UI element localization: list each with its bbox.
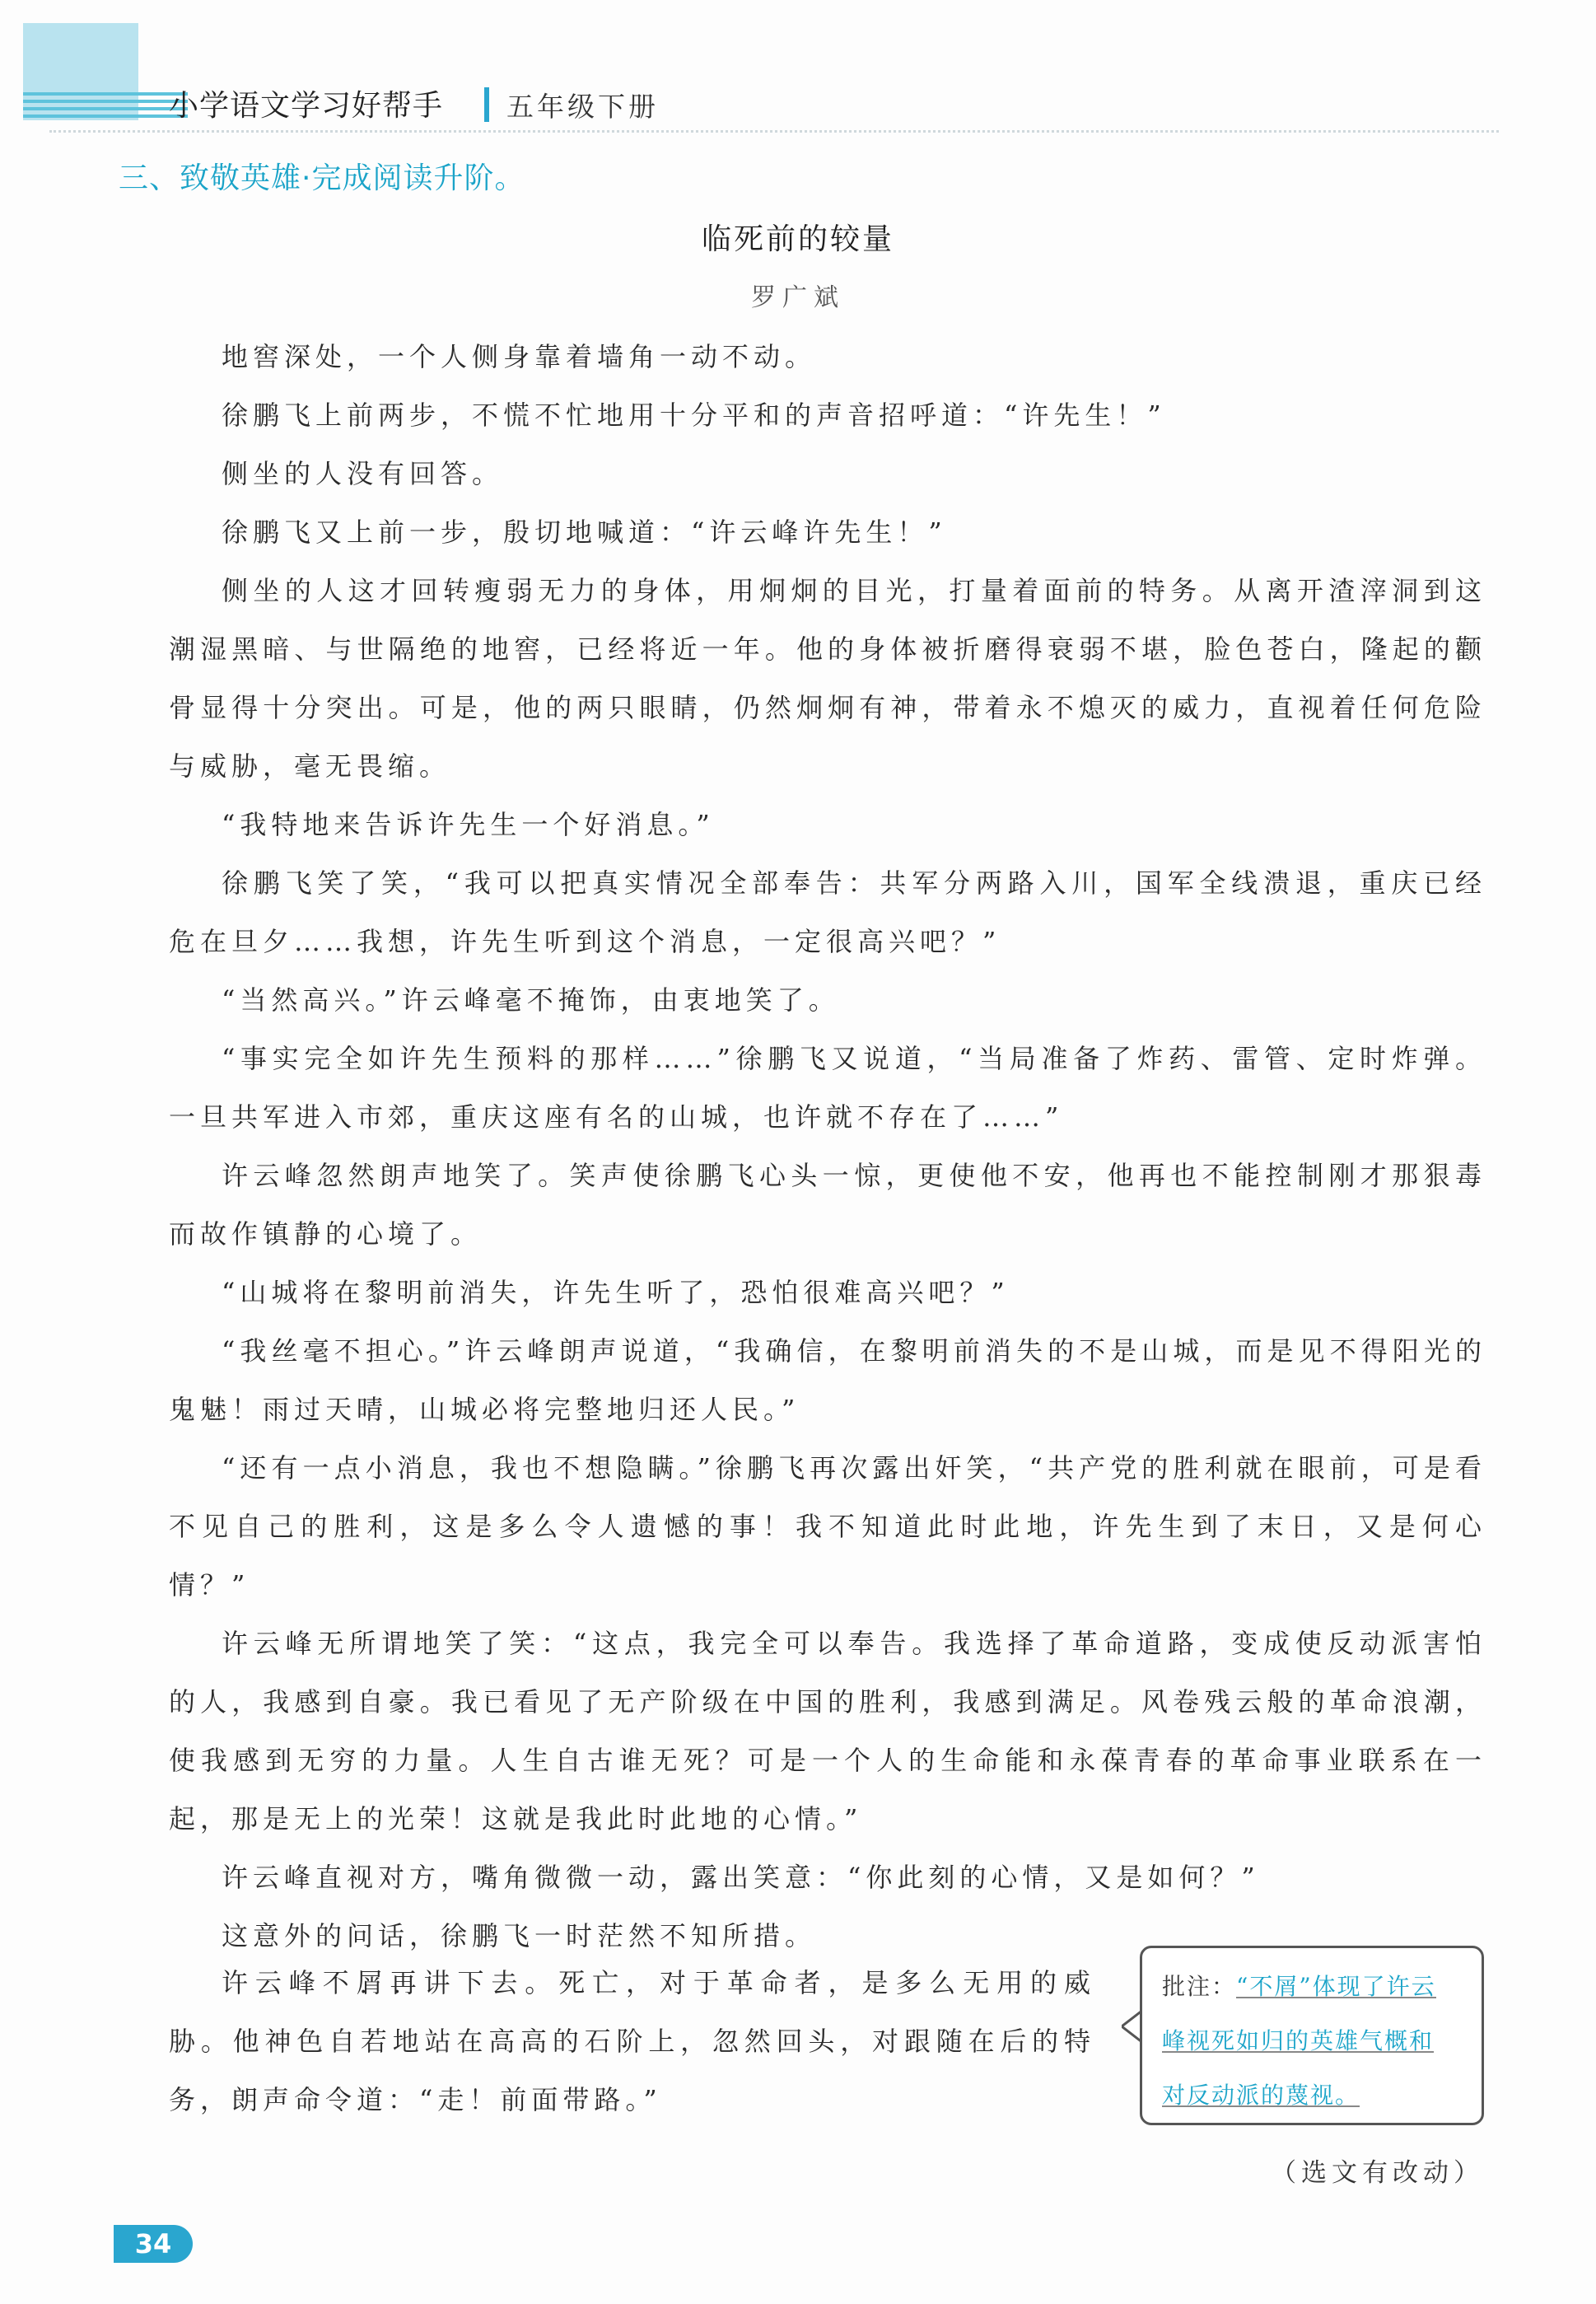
source-note: （选文有改动） [1271, 2158, 1484, 2188]
header-divider [484, 87, 489, 122]
article-author: 罗广斌 [751, 283, 845, 312]
paragraph: “当然高兴。”许云峰毫不掩饰，由衷地笑了。 [222, 984, 840, 1016]
header-dotted-rule [49, 130, 1499, 133]
paragraph: “我特地来告诉许先生一个好消息。” [222, 809, 715, 840]
paragraph: 这意外的问话，徐鹏飞一时茫然不知所措。 [222, 1920, 817, 1951]
section-heading: 三、致敬英雄·完成阅读升阶。 [119, 161, 525, 195]
annotation-line [1162, 2068, 1468, 2123]
paragraph: 徐鹏飞又上前一步，殷切地喊道：“许云峰许先生！” [222, 516, 947, 548]
page-number: 34 [114, 2225, 193, 2263]
annotation-line [1162, 2014, 1468, 2068]
header-stripes [23, 92, 188, 120]
paragraph: 地窖深处，一个人侧身靠着墙角一动不动。 [222, 341, 817, 372]
book-title: 小学语文学习好帮手 [169, 89, 444, 123]
paragraph: 侧坐的人这才回转瘦弱无力的身体，用炯炯的目光，打量着面前的特务。从离开渣滓洞到这潮湿黑暗、与世隔绝的地窖，已经将近一年。他的身体被折磨得衰弱不堪，脸色苍白，隆起的颧骨显得十分突出。可是，他的两只眼睛，仍然炯炯有神，带着永不熄灭的威力，直视着任何危险与威胁，毫无畏缩。 [169, 575, 1486, 782]
paragraph: 侧坐的人没有回答。 [222, 458, 504, 489]
paragraph: 许云峰忽然朗声地笑了。笑声使徐鹏飞心头一惊，更使他不安，他再也不能控制刚才那狠毒而故作镇静的心境了。 [169, 1160, 1486, 1250]
final-text-start: 许云峰 [222, 1967, 323, 1998]
final-text-end: 再讲下去。死亡，对于革命者，是多么无用的威胁。他神色自若地站在高高的石阶上，忽然回头，对跟随在后的特务，朗声命令道：“走！前面带路。” [169, 1967, 1095, 2115]
emphasized-char: 屑 [356, 1967, 390, 1998]
annotation-text: “不屑”体现了许云 [1236, 1973, 1436, 2000]
grade-label: 五年级下册 [506, 91, 659, 123]
paragraph: 徐鹏飞上前两步，不慌不忙地用十分平和的声音招呼道：“许先生！” [222, 400, 1166, 431]
paragraph: “山城将在黎明前消失，许先生听了，恐怕很难高兴吧？” [222, 1277, 1010, 1308]
emphasized-char: 不 [322, 1967, 357, 1998]
annotation-label: 批注： [1162, 1973, 1237, 2000]
annotation-box [1140, 1946, 1484, 2125]
paragraph: 许云峰直视对方，嘴角微微一动，露出笑意：“你此刻的心情，又是如何？” [222, 1862, 1260, 1893]
paragraph: 许云峰无所谓地笑了笑：“这点，我完全可以奉告。我选择了革命道路，变成使反动派害怕的人，我感到自豪。我已看见了无产阶级在中国的胜利，我感到满足。风卷残云般的革命浪潮，使我感到无穷的力量。人生自古谁无死？可是一个人的生命能和永葆青春的革命事业联系在一起，那是无上的光荣！这就是我此时此地的心情。” [169, 1628, 1486, 1834]
annotation-text: 对反动派的蔑视。 [1162, 2082, 1360, 2109]
article-title: 临死前的较量 [701, 222, 894, 256]
annotation-text: 峰视死如归的英雄气概和 [1162, 2027, 1435, 2054]
article-body [169, 328, 1486, 1965]
paragraph: “我丝毫不担心。”许云峰朗声说道，“我确信，在黎明前消失的不是山城，而是见不得阳光的鬼魅！雨过天晴，山城必将完整地归还人民。” [169, 1335, 1486, 1425]
paragraph: 徐鹏飞笑了笑，“我可以把真实情况全部奉告：共军分两路入川，国军全线溃退，重庆已经危在旦夕……我想，许先生听到这个消息，一定很高兴吧？” [169, 867, 1486, 957]
paragraph: “事实完全如许先生预料的那样……”徐鹏飞又说道，“当局准备了炸药、雷管、定时炸弹。一旦共军进入市郊，重庆这座有名的山城，也许就不存在了……” [169, 1043, 1486, 1133]
annotation-line [1162, 1960, 1468, 2014]
final-paragraph [169, 1954, 1095, 2129]
paragraph: “还有一点小消息，我也不想隐瞒。”徐鹏飞再次露出奸笑，“共产党的胜利就在眼前，可是看不见自己的胜利，这是多么令人遗憾的事！我不知道此时此地，许先生到了末日，又是何心情？” [169, 1452, 1486, 1601]
